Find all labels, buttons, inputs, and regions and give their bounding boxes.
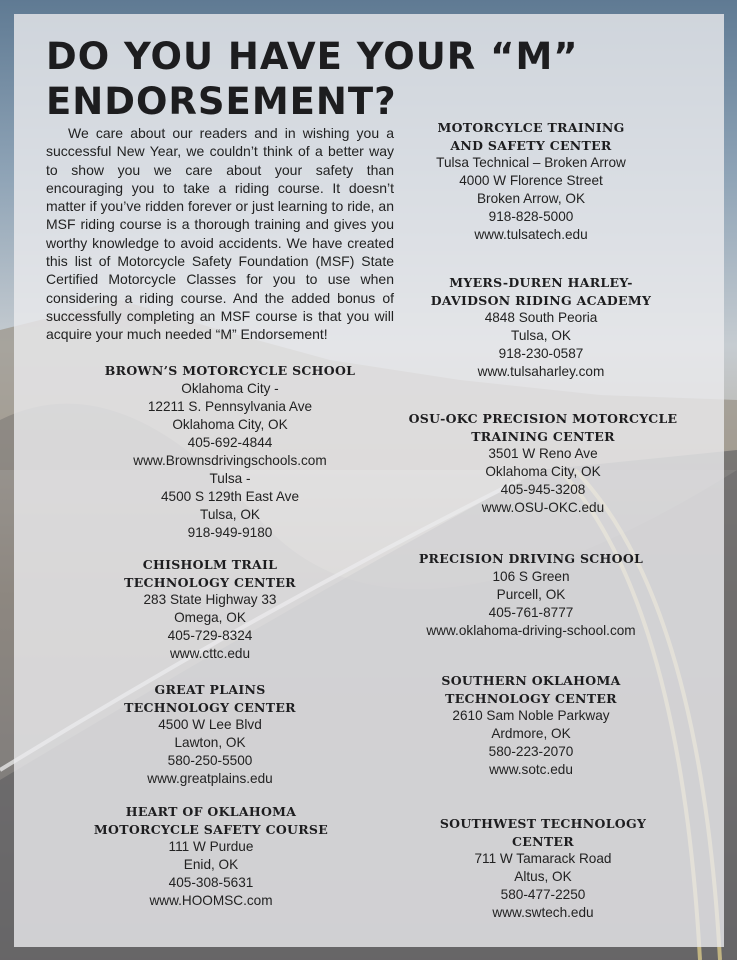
- school-website: www.greatplains.edu: [147, 771, 273, 786]
- school-address: 2610 Sam Noble Parkway: [452, 708, 610, 723]
- school-phone: 405-692-4844: [187, 434, 273, 450]
- school-address: 4848 South Peoria: [484, 310, 598, 325]
- school-name: SOUTHWEST TECHNOLOGY CENTER: [439, 816, 647, 849]
- school-address: 12211 S. Pennsylvania Ave: [147, 398, 313, 414]
- school-phone: 918-828-5000: [488, 209, 574, 224]
- school-chisholm-trail: [118, 556, 302, 663]
- school-phone: 580-250-5500: [167, 753, 253, 768]
- school-phone: 580-477-2250: [500, 887, 586, 902]
- school-address: 4000 W Florence Street: [459, 173, 603, 188]
- school-city: Oklahoma City, OK: [485, 464, 601, 479]
- school-name: BROWN’S MOTORCYCLE SCHOOL: [104, 363, 356, 378]
- school-city: Oklahoma City, OK: [172, 416, 288, 432]
- school-website: www.HOOMSC.com: [149, 893, 273, 908]
- school-address: 3501 W Reno Ave: [488, 446, 598, 461]
- school-address: 711 W Tamarack Road: [474, 851, 612, 866]
- school-website: www.swtech.edu: [492, 905, 594, 920]
- school-phone: 918-230-0587: [498, 346, 584, 361]
- school-address: 4500 S 129th East Ave: [160, 488, 300, 504]
- school-city: Purcell, OK: [496, 586, 566, 602]
- school-phone: 405-308-5631: [168, 875, 254, 890]
- school-city: Enid, OK: [183, 857, 239, 872]
- school-address: 4500 W Lee Blvd: [158, 717, 262, 732]
- school-name: OSU-OKC PRECISION MOTORCYCLE TRAINING CENTER: [408, 411, 678, 444]
- school-website: www.Brownsdrivingschools.com: [133, 452, 327, 468]
- school-southern-oklahoma: [430, 672, 632, 779]
- school-website: www.OSU-OKC.edu: [481, 500, 605, 515]
- intro-paragraph: We care about our readers and in wishing you a successful New Year, we couldn’t think of a better way to show you we care about your safety than encouraging you to take a riding course. It doesn’t matter if you’ve ridden forever or just learning to ride, an MSF riding course is a thorough training and gives you worthy knowledge to avoid accidents. We have created this list of Motorcycle Safety Foundation (MSF) State Certified Motorcycle Classes for you to use when considering a riding course. And the added bonus of successfully completing an MSF course is that you will acquire your much needed “M” Endorsement!: [46, 125, 394, 343]
- school-phone: 580-223-2070: [488, 744, 574, 759]
- school-name: MOTORCYLCE TRAINING AND SAFETY CENTER: [437, 120, 625, 153]
- school-detail: Tulsa Technical – Broken Arrow: [436, 155, 626, 170]
- school-precision-driving: [400, 550, 662, 640]
- school-phone: 405-761-8777: [488, 604, 574, 620]
- school-address: 106 S Green: [492, 568, 570, 584]
- school-city: Ardmore, OK: [491, 726, 571, 741]
- school-name: MYERS-DUREN HARLEY-DAVIDSON RIDING ACADEMY: [430, 275, 652, 308]
- school-motorcycle-training-safety-center: [420, 119, 642, 244]
- school-city: Tulsa, OK: [200, 506, 260, 522]
- school-website: www.oklahoma-driving-school.com: [426, 622, 636, 638]
- school-name: HEART OF OKLAHOMA MOTORCYCLE SAFETY COURSE: [93, 804, 329, 837]
- school-website: www.tulsaharley.com: [477, 364, 605, 379]
- school-website: www.sotc.edu: [489, 762, 573, 777]
- school-phone: 918-949-9180: [187, 524, 273, 540]
- school-detail: Oklahoma City -: [181, 380, 279, 396]
- school-detail: Tulsa -: [209, 470, 251, 486]
- school-southwest-technology: [412, 815, 674, 922]
- school-name: SOUTHERN OKLAHOMA TECHNOLOGY CENTER: [441, 673, 621, 706]
- school-address: 283 State Highway 33: [143, 592, 277, 607]
- school-heart-of-oklahoma: [76, 803, 346, 910]
- school-name: CHISHOLM TRAIL TECHNOLOGY CENTER: [124, 557, 296, 590]
- page-title: DO YOU HAVE YOUR “M” ENDORSEMENT?: [46, 35, 579, 123]
- school-city: Broken Arrow, OK: [476, 191, 586, 206]
- school-website: www.cttc.edu: [169, 646, 251, 661]
- school-city: Omega, OK: [174, 610, 246, 625]
- school-city: Lawton, OK: [174, 735, 246, 750]
- school-website: www.tulsatech.edu: [474, 227, 588, 242]
- school-address: 111 W Purdue: [168, 839, 254, 854]
- school-city: Tulsa, OK: [511, 328, 571, 343]
- school-phone: 405-729-8324: [167, 628, 253, 643]
- school-great-plains: [118, 681, 302, 788]
- school-name: PRECISION DRIVING SCHOOL: [418, 551, 644, 566]
- school-osu-okc: [388, 410, 698, 517]
- school-myers-duren: [416, 274, 666, 381]
- school-city: Altus, OK: [514, 869, 572, 884]
- school-browns: [80, 362, 380, 542]
- school-name: GREAT PLAINS TECHNOLOGY CENTER: [124, 682, 296, 715]
- school-phone: 405-945-3208: [500, 482, 586, 497]
